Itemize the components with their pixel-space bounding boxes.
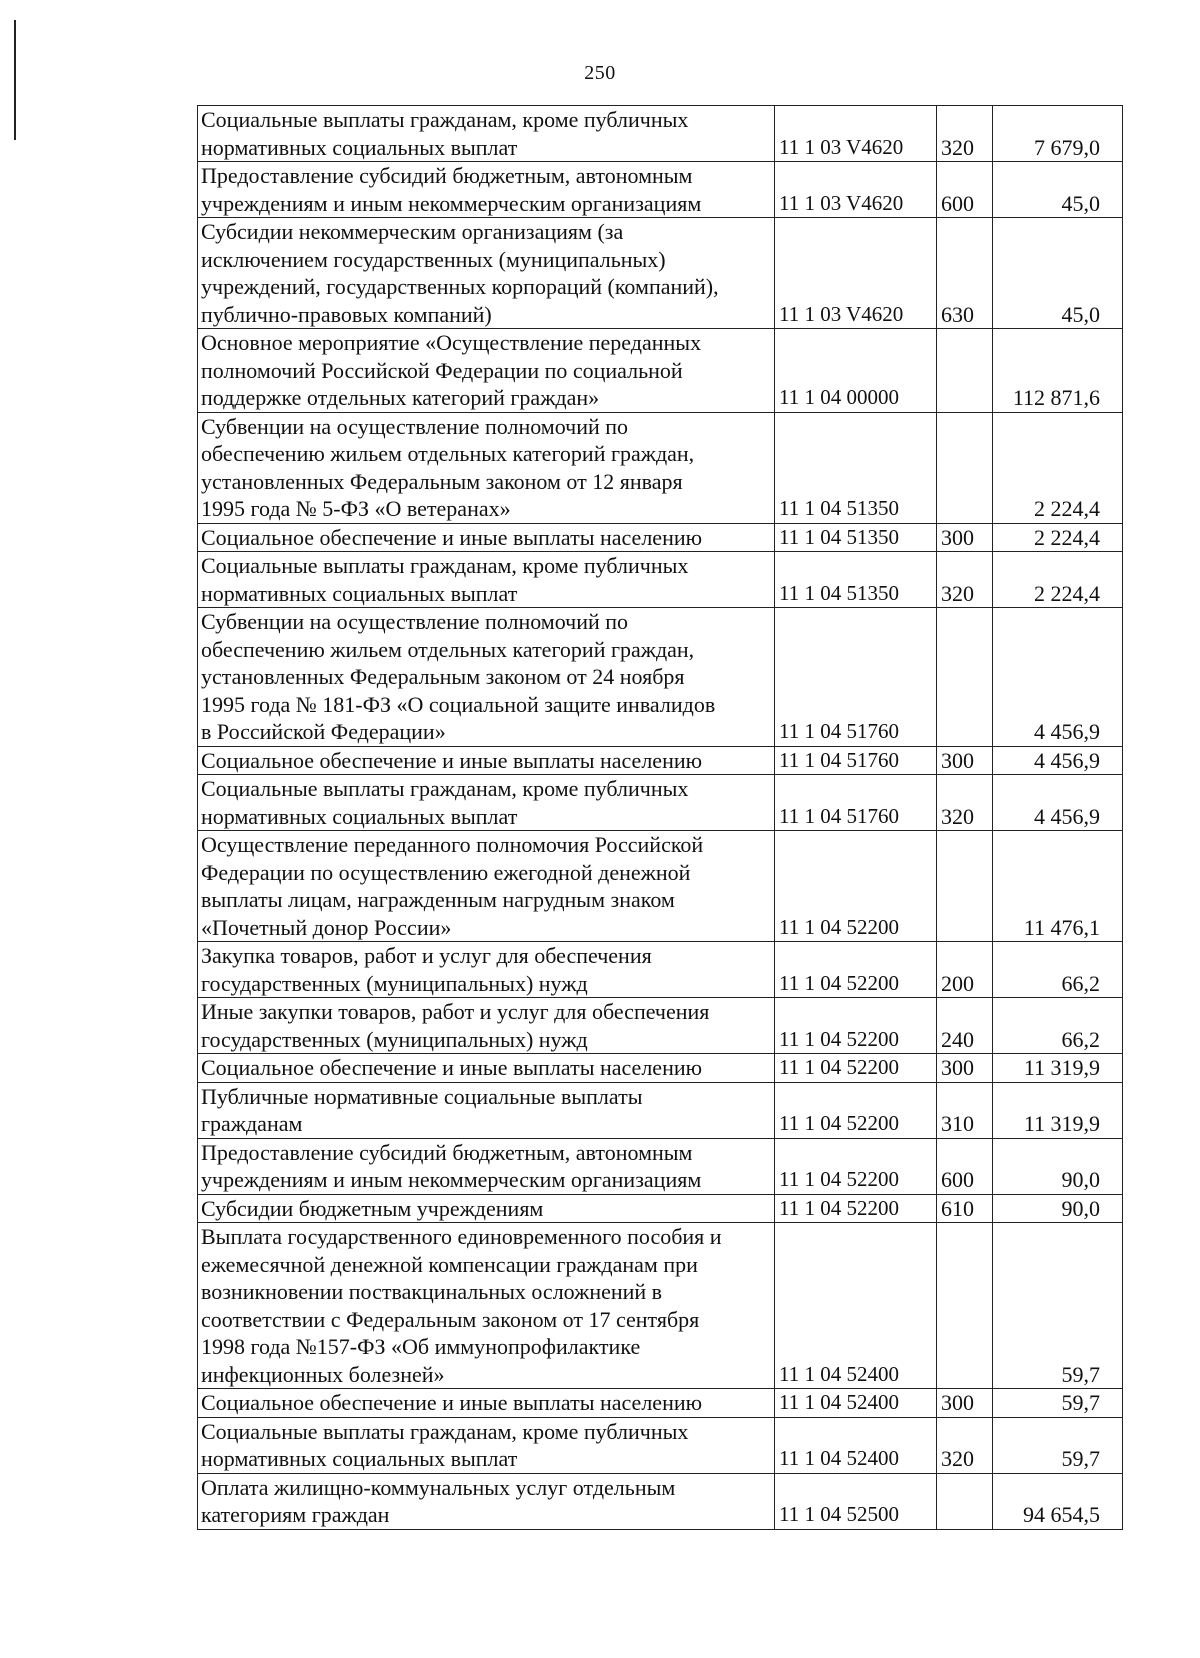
table-row	[198, 831, 1123, 942]
row-expense-type-cell: 600	[937, 162, 993, 218]
row-code-cell: 11 1 04 52200	[775, 998, 937, 1054]
row-expense-type-cell: 200	[937, 942, 993, 998]
row-name-cell: Субсидии бюджетным учреждениям	[198, 1194, 775, 1223]
row-sum-cell: 90,0	[993, 1138, 1123, 1194]
row-name-cell: Основное мероприятие «Осуществление переданных полномочий Российской Федерации по социальной поддержке отдельных категорий граждан»	[198, 329, 775, 413]
row-expense-type-cell: 610	[937, 1194, 993, 1223]
budget-table-body	[198, 106, 1123, 1530]
table-row	[198, 608, 1123, 747]
budget-table	[197, 105, 1123, 1530]
row-sum-cell: 59,7	[993, 1417, 1123, 1473]
row-name-cell: Социальное обеспечение и иные выплаты населению	[198, 1054, 775, 1083]
row-name-cell: Социальные выплаты гражданам, кроме публичных нормативных социальных выплат	[198, 775, 775, 831]
page-number: 250	[584, 62, 616, 84]
row-expense-type-cell: 300	[937, 1389, 993, 1418]
row-name-cell: Предоставление субсидий бюджетным, автономным учреждениям и иным некоммерческим организациям	[198, 1138, 775, 1194]
row-sum-cell: 11 319,9	[993, 1082, 1123, 1138]
table-row	[198, 998, 1123, 1054]
row-name-cell: Социальное обеспечение и иные выплаты населению	[198, 746, 775, 775]
table-row	[198, 106, 1123, 162]
row-sum-cell: 11 476,1	[993, 831, 1123, 942]
row-name-cell: Социальные выплаты гражданам, кроме публичных нормативных социальных выплат	[198, 1417, 775, 1473]
table-row	[198, 218, 1123, 329]
table-row	[198, 523, 1123, 552]
row-expense-type-cell	[937, 831, 993, 942]
row-code-cell: 11 1 04 52200	[775, 831, 937, 942]
row-expense-type-cell	[937, 1223, 993, 1389]
row-expense-type-cell	[937, 329, 993, 413]
row-name-cell: Социальные выплаты гражданам, кроме публичных нормативных социальных выплат	[198, 552, 775, 608]
row-sum-cell: 2 224,4	[993, 552, 1123, 608]
table-row	[198, 746, 1123, 775]
row-name-cell: Социальное обеспечение и иные выплаты населению	[198, 1389, 775, 1418]
row-sum-cell: 4 456,9	[993, 608, 1123, 747]
row-name-cell: Оплата жилищно-коммунальных услуг отдельным категориям граждан	[198, 1473, 775, 1529]
row-expense-type-cell: 300	[937, 523, 993, 552]
table-row	[198, 775, 1123, 831]
row-code-cell: 11 1 03 V4620	[775, 218, 937, 329]
row-expense-type-cell: 310	[937, 1082, 993, 1138]
row-sum-cell: 94 654,5	[993, 1473, 1123, 1529]
table-row	[198, 942, 1123, 998]
row-sum-cell: 90,0	[993, 1194, 1123, 1223]
row-name-cell: Закупка товаров, работ и услуг для обеспечения государственных (муниципальных) нужд	[198, 942, 775, 998]
row-sum-cell: 4 456,9	[993, 775, 1123, 831]
row-code-cell: 11 1 04 52200	[775, 1054, 937, 1083]
row-sum-cell: 7 679,0	[993, 106, 1123, 162]
row-code-cell: 11 1 04 52400	[775, 1389, 937, 1418]
row-code-cell: 11 1 04 52200	[775, 942, 937, 998]
row-name-cell: Предоставление субсидий бюджетным, автономным учреждениям и иным некоммерческим организациям	[198, 162, 775, 218]
row-sum-cell: 59,7	[993, 1389, 1123, 1418]
row-expense-type-cell: 320	[937, 775, 993, 831]
row-expense-type-cell: 630	[937, 218, 993, 329]
row-name-cell: Субсидии некоммерческим организациям (за исключением государственных (муниципальных) учреждений, государственных корпораций (компаний), публично-правовых компаний)	[198, 218, 775, 329]
row-name-cell: Иные закупки товаров, работ и услуг для обеспечения государственных (муниципальных) нужд	[198, 998, 775, 1054]
table-row	[198, 1473, 1123, 1529]
row-sum-cell: 59,7	[993, 1223, 1123, 1389]
row-sum-cell: 45,0	[993, 218, 1123, 329]
row-sum-cell: 2 224,4	[993, 523, 1123, 552]
row-sum-cell: 66,2	[993, 942, 1123, 998]
row-code-cell: 11 1 04 51350	[775, 412, 937, 523]
row-code-cell: 11 1 04 52500	[775, 1473, 937, 1529]
row-expense-type-cell	[937, 608, 993, 747]
row-code-cell: 11 1 04 52200	[775, 1138, 937, 1194]
table-row	[198, 162, 1123, 218]
row-expense-type-cell: 320	[937, 552, 993, 608]
row-name-cell: Выплата государственного единовременного пособия и ежемесячной денежной компенсации гражданам при возникновении поствакцинальных осложнений в соответствии с Федеральным законом от 17 сентября 1998 года №157-ФЗ «Об иммунопрофилактике инфекционных болезней»	[198, 1223, 775, 1389]
row-code-cell: 11 1 04 52400	[775, 1223, 937, 1389]
row-sum-cell: 2 224,4	[993, 412, 1123, 523]
row-expense-type-cell: 300	[937, 1054, 993, 1083]
row-sum-cell: 112 871,6	[993, 329, 1123, 413]
row-expense-type-cell: 600	[937, 1138, 993, 1194]
row-code-cell: 11 1 04 51760	[775, 775, 937, 831]
row-code-cell: 11 1 04 51350	[775, 523, 937, 552]
row-name-cell: Публичные нормативные социальные выплаты гражданам	[198, 1082, 775, 1138]
row-code-cell: 11 1 04 51350	[775, 552, 937, 608]
row-sum-cell: 66,2	[993, 998, 1123, 1054]
table-row	[198, 329, 1123, 413]
table-row	[198, 1138, 1123, 1194]
row-code-cell: 11 1 04 51760	[775, 608, 937, 747]
table-row	[198, 412, 1123, 523]
row-code-cell: 11 1 04 52400	[775, 1417, 937, 1473]
row-expense-type-cell	[937, 1473, 993, 1529]
row-code-cell: 11 1 04 52200	[775, 1194, 937, 1223]
row-name-cell: Социальные выплаты гражданам, кроме публичных нормативных социальных выплат	[198, 106, 775, 162]
row-expense-type-cell: 240	[937, 998, 993, 1054]
table-row	[198, 1194, 1123, 1223]
table-row	[198, 1223, 1123, 1389]
table-row	[198, 552, 1123, 608]
row-name-cell: Осуществление переданного полномочия Российской Федерации по осуществлению ежегодной денежной выплаты лицам, награжденным нагрудным знаком «Почетный донор России»	[198, 831, 775, 942]
row-sum-cell: 45,0	[993, 162, 1123, 218]
row-code-cell: 11 1 04 52200	[775, 1082, 937, 1138]
row-sum-cell: 4 456,9	[993, 746, 1123, 775]
row-expense-type-cell	[937, 412, 993, 523]
row-sum-cell: 11 319,9	[993, 1054, 1123, 1083]
row-name-cell: Субвенции на осуществление полномочий по обеспечению жильем отдельных категорий граждан, установленных Федеральным законом от 12 января 1995 года № 5-ФЗ «О ветеранах»	[198, 412, 775, 523]
row-code-cell: 11 1 03 V4620	[775, 162, 937, 218]
table-row	[198, 1417, 1123, 1473]
row-expense-type-cell: 300	[937, 746, 993, 775]
row-code-cell: 11 1 04 51760	[775, 746, 937, 775]
table-row	[198, 1054, 1123, 1083]
row-code-cell: 11 1 04 00000	[775, 329, 937, 413]
row-name-cell: Социальное обеспечение и иные выплаты населению	[198, 523, 775, 552]
row-name-cell: Субвенции на осуществление полномочий по обеспечению жильем отдельных категорий граждан, установленных Федеральным законом от 24 ноября 1995 года № 181-ФЗ «О социальной защите инвалидов в Российской Федерации»	[198, 608, 775, 747]
row-expense-type-cell: 320	[937, 1417, 993, 1473]
table-row	[198, 1389, 1123, 1418]
row-code-cell: 11 1 03 V4620	[775, 106, 937, 162]
row-expense-type-cell: 320	[937, 106, 993, 162]
table-row	[198, 1082, 1123, 1138]
